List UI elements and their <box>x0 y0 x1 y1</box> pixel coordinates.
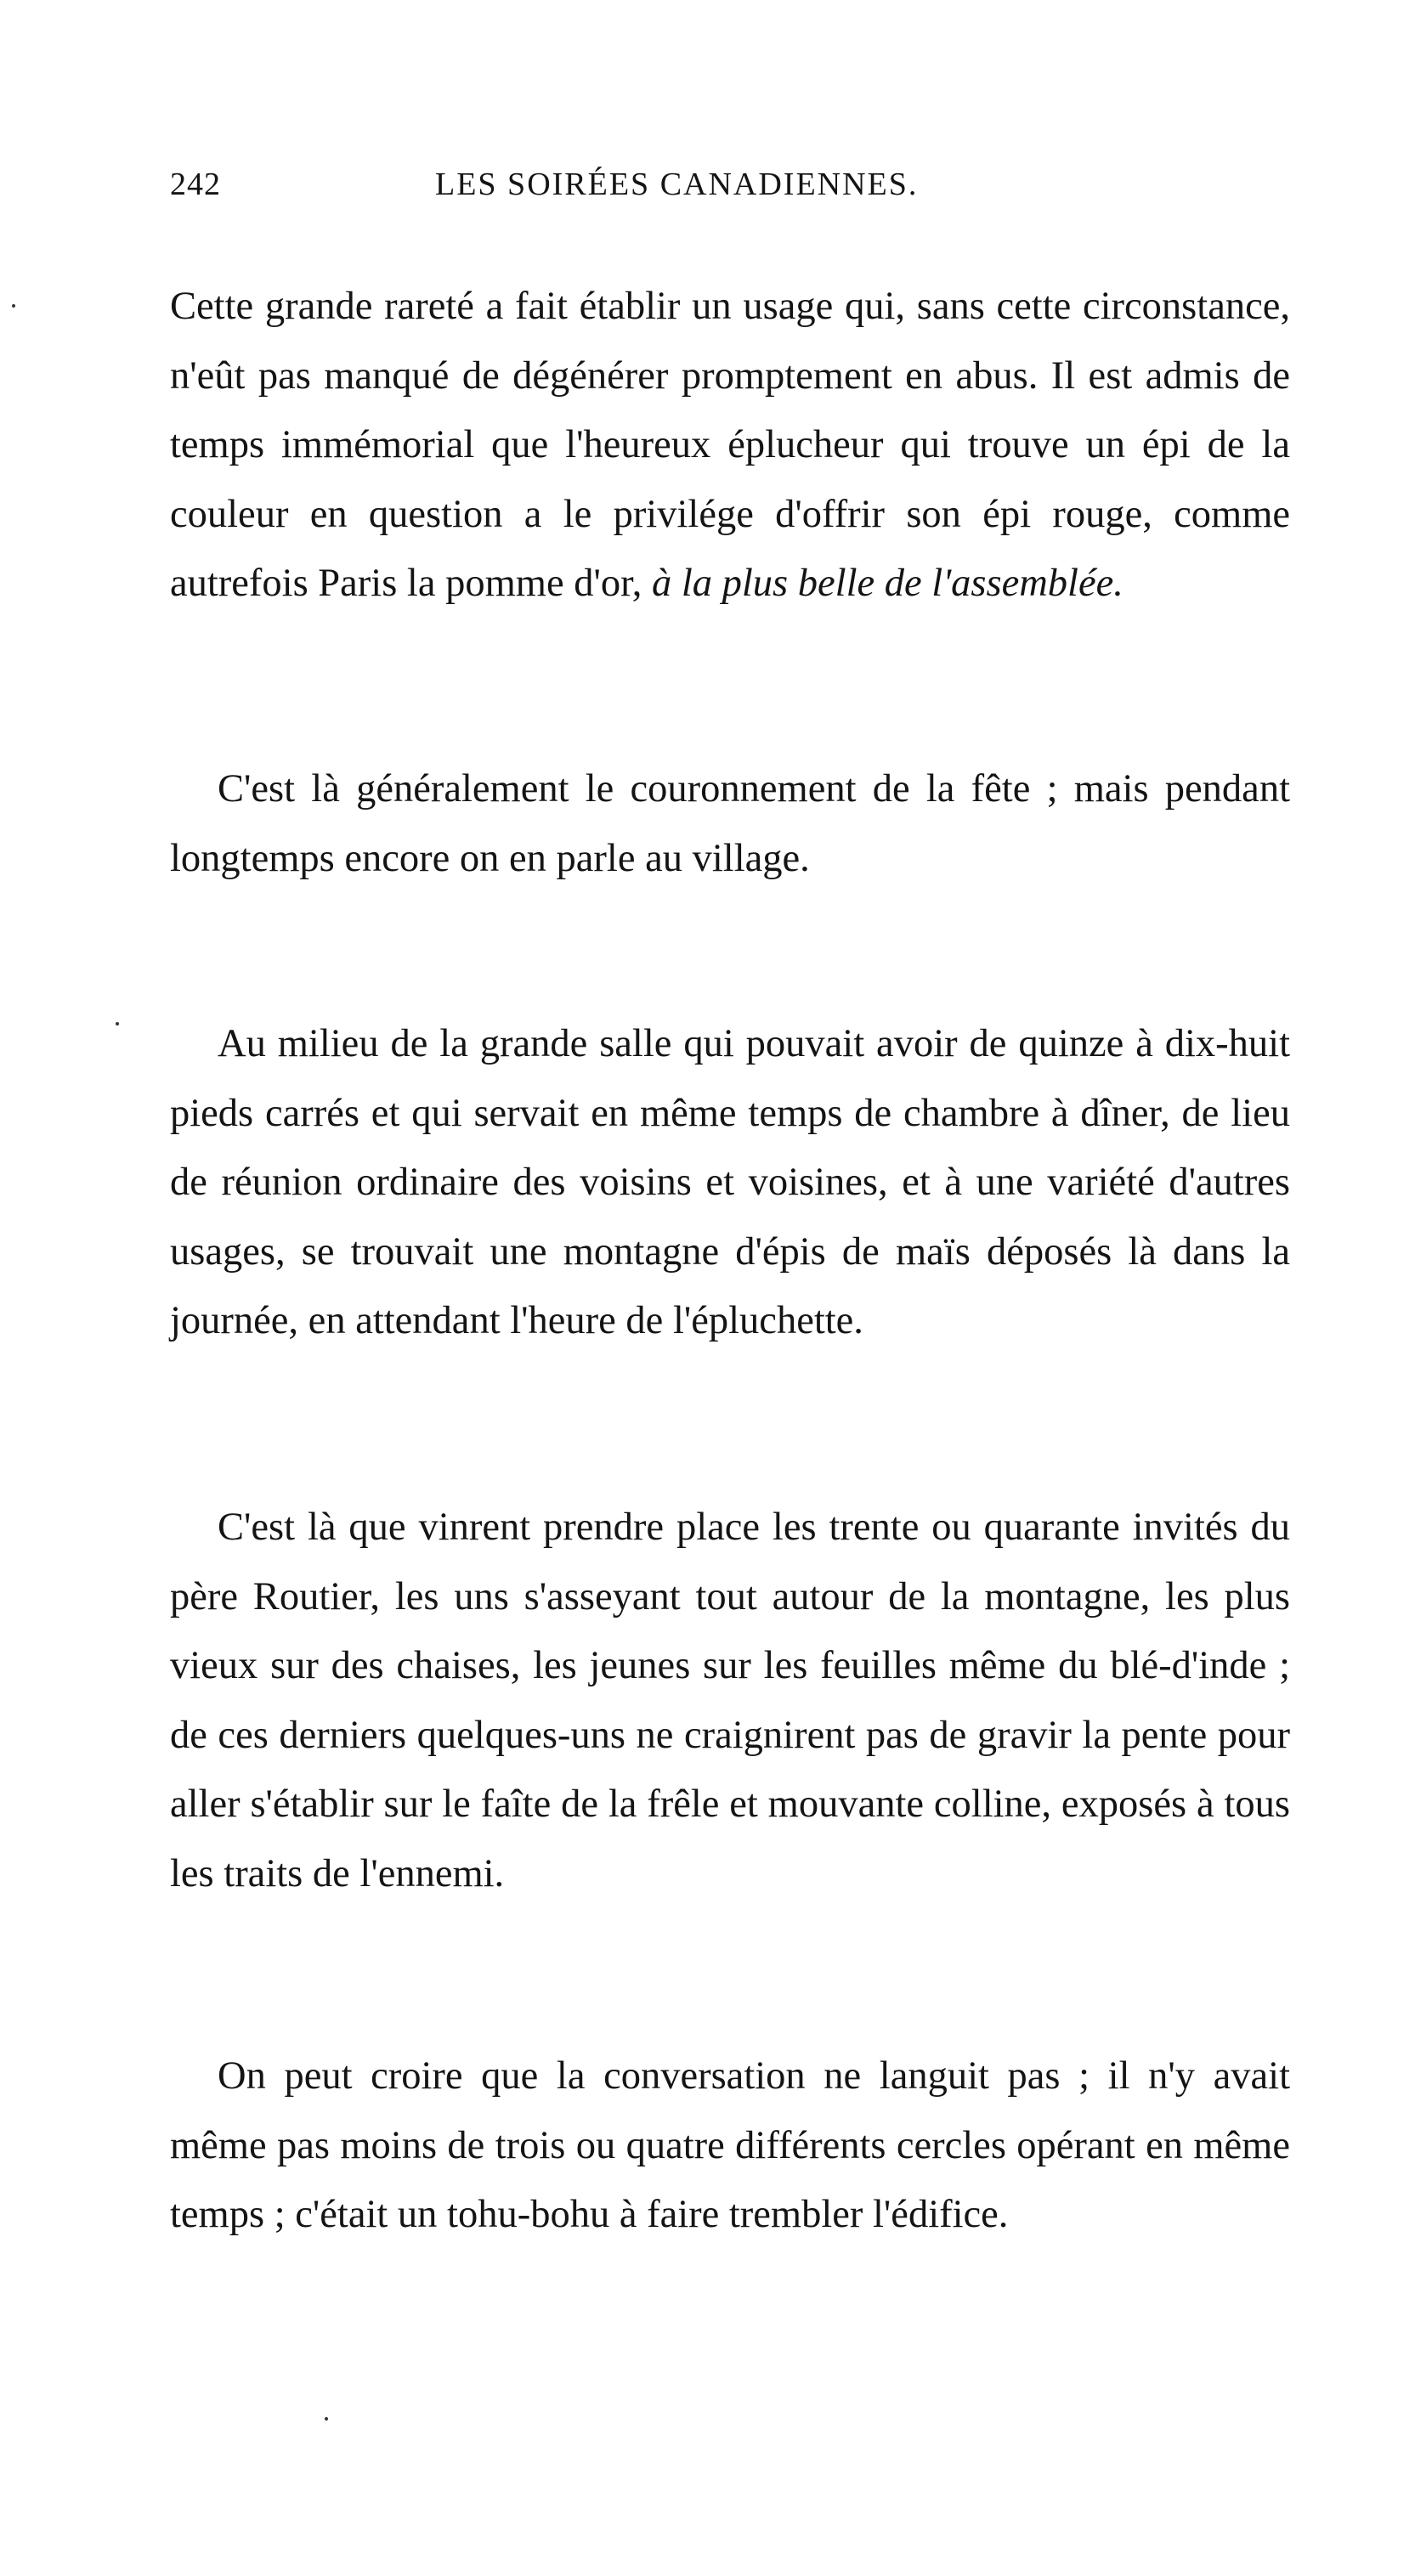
paragraph-text: Au milieu de la grande salle qui pouvait avoir de quinze à dix-huit pieds carrés et qui servait en même temps de chambre à dîner, de lieu de réunion ordinaire des voisins et voisines, et à une variété d'autres usages, se trouvait une montagne d'épis de maïs déposés là dans la journée, en attendant l'heure de l'épluchette. <box>170 1022 1290 1342</box>
paragraph-text: Cette grande rareté a fait établir un usage qui, sans cette circonstance, n'eût pas manqué de dégénérer promptement en abus. Il est admis de temps immémorial que l'heureux éplucheur qui trouve un épi de la couleur en question a le privilége d'offrir son épi rouge, comme autrefois Paris la pomme d'or, <box>170 285 1290 605</box>
page-number: 242 <box>170 167 221 202</box>
print-speck <box>116 1022 119 1025</box>
paragraph-text: C'est là que vinrent prendre place les trente ou quarante invités du père Routier, les uns s'asseyant tout autour de la montagne, les plus vieux sur des chaises, les jeunes sur les feuilles même du blé-d'inde ; de ces derniers quelques-uns ne craignirent pas de gravir la pente pour aller s'établir sur le faîte de la frêle et mouvante colline, exposés à tous les traits de l'ennemi. <box>170 1505 1290 1895</box>
paragraph <box>170 2042 1290 2250</box>
paragraph-continued <box>170 272 1290 619</box>
paragraph <box>170 754 1290 893</box>
paragraph <box>170 1009 1290 1356</box>
paragraph-text: On peut croire que la conversation ne languit pas ; il n'y avait même pas moins de trois ou quatre différents cercles opérant en même temps ; c'était un tohu-bohu à faire trembler l'édifice. <box>170 2054 1290 2236</box>
print-speck <box>325 2417 328 2421</box>
paragraph <box>170 1493 1290 1908</box>
paragraph-text: C'est là généralement le couronnement de la fête ; mais pendant longtemps encore on en parle au village. <box>170 767 1290 880</box>
print-speck <box>12 304 15 308</box>
italic-phrase: à la plus belle de l'assemblée. <box>651 562 1124 605</box>
running-title: LES SOIRÉES CANADIENNES. <box>435 167 919 202</box>
page-header <box>170 166 1028 217</box>
